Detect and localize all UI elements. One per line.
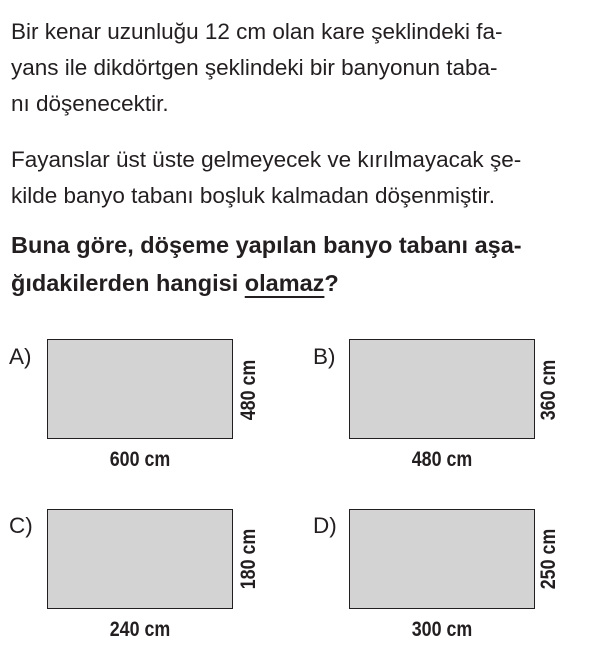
floor-rectangle [47,509,233,609]
floor-rectangle [47,339,233,439]
width-label: 480 cm [411,448,473,471]
width-label: 240 cm [109,618,171,641]
condition-paragraph [11,142,603,214]
floor-rectangle [349,339,535,439]
height-label: 250 cm [537,528,560,590]
intro-line: nı döşenecektir. [11,91,169,116]
option-letter: B) [313,344,336,369]
question-emphasis: olamaz [244,270,325,296]
question-line: Buna göre, döşeme yapılan banyo tabanı aşa- [11,232,522,258]
height-label: 180 cm [237,528,260,590]
floor-rectangle [349,509,535,609]
question-text [11,226,603,302]
option-letter: A) [9,344,32,369]
question-mark: ? [324,270,339,296]
intro-line: Bir kenar uzunluğu 12 cm olan kare şeklindeki fa- [11,19,503,44]
intro-paragraph [11,14,603,122]
height-label: 360 cm [537,359,560,421]
width-label: 600 cm [109,448,171,471]
question-prefix: ğıdakilerden hangisi [11,270,245,296]
question-line [11,264,603,302]
height-label: 480 cm [237,359,260,421]
condition-line: kilde banyo tabanı boşluk kalmadan döşenmiştir. [11,183,496,208]
option-letter: C) [9,513,33,538]
width-label: 300 cm [411,618,473,641]
condition-line: Fayanslar üst üste gelmeyecek ve kırılmayacak şe- [11,147,522,172]
intro-line: yans ile dikdörtgen şeklindeki bir banyonun taba- [11,55,498,80]
option-letter: D) [313,513,337,538]
